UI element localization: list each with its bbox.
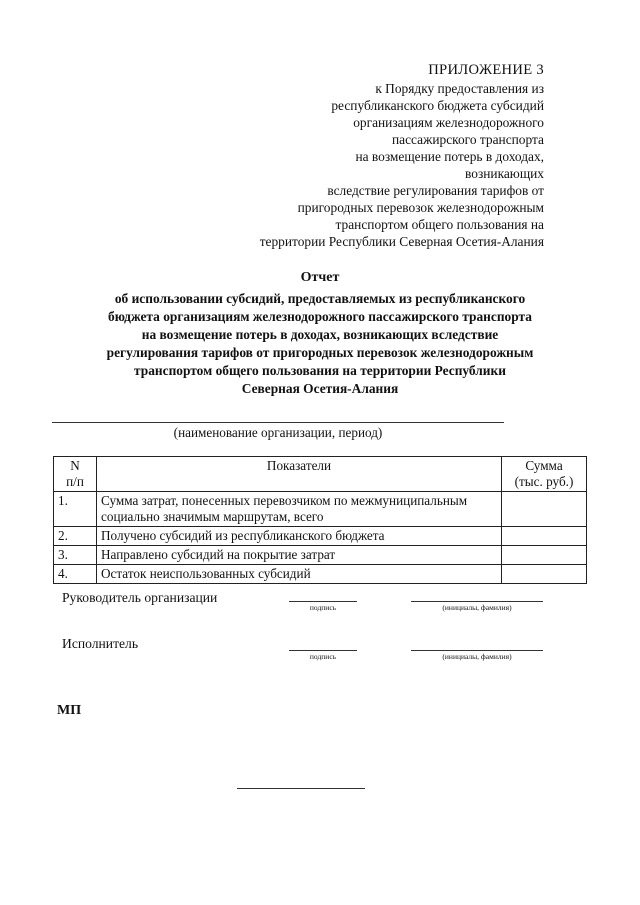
column-header-sum-line1: Сумма xyxy=(525,458,563,473)
stamp-place-label: МП xyxy=(57,703,82,718)
appendix-line: пассажирского транспорта xyxy=(392,132,544,147)
appendix-header xyxy=(260,62,544,250)
column-header-sum-line2: (тыс. руб.) xyxy=(514,474,574,489)
report-title-line: регулирования тарифов от пригородных перевозок железнодорожным xyxy=(106,345,534,360)
appendix-line: к Порядку предоставления из xyxy=(375,81,544,96)
row-sum-cell[interactable] xyxy=(502,492,587,527)
head-signature-label: Руководитель организации xyxy=(62,590,218,605)
column-header-number xyxy=(54,457,97,492)
appendix-line: пригородных перевозок железнодорожным xyxy=(297,200,544,215)
appendix-line: территории Республики Северная Осетия-Алания xyxy=(259,234,544,249)
report-heading: Отчет xyxy=(300,270,340,285)
row-indicator: Получено субсидий из республиканского бюджета xyxy=(97,527,502,546)
bottom-fill-line[interactable] xyxy=(237,788,365,789)
organization-caption: (наименование организации, период) xyxy=(173,425,383,440)
appendix-line: на возмещение потерь в доходах, xyxy=(355,149,544,164)
row-number: 2. xyxy=(54,527,97,546)
head-name-line[interactable] xyxy=(411,601,543,602)
head-signature-hint: подпись xyxy=(309,603,337,612)
report-title-line: транспортом общего пользования на территории Республики xyxy=(134,363,506,378)
executor-signature-hint: подпись xyxy=(309,652,337,661)
table-row xyxy=(54,546,587,565)
organization-fill-line[interactable] xyxy=(52,422,504,423)
row-sum-cell[interactable] xyxy=(502,565,587,584)
head-name-hint: (инициалы, фамилия) xyxy=(442,603,512,612)
appendix-title: ПРИЛОЖЕНИЕ 3 xyxy=(428,62,544,78)
row-number: 4. xyxy=(54,565,97,584)
appendix-line: возникающих xyxy=(465,166,544,181)
executor-name-line[interactable] xyxy=(411,650,543,651)
column-header-number-line2: п/п xyxy=(66,474,84,489)
column-header-sum xyxy=(502,457,587,492)
executor-signature-label: Исполнитель xyxy=(62,636,139,651)
column-header-number-line1: N xyxy=(70,458,80,473)
row-number: 3. xyxy=(54,546,97,565)
row-indicator: Остаток неиспользованных субсидий xyxy=(97,565,502,584)
row-sum-cell[interactable] xyxy=(502,546,587,565)
report-title-line: об использовании субсидий, предоставляемых из республиканского xyxy=(114,291,526,306)
table-header-row xyxy=(54,457,587,492)
appendix-line: организациям железнодорожного xyxy=(353,115,544,130)
report-title xyxy=(30,269,610,398)
column-header-indicators: Показатели xyxy=(97,457,502,492)
head-signature-line[interactable] xyxy=(289,601,357,602)
table-row xyxy=(54,565,587,584)
report-title-line: бюджета организациям железнодорожного пассажирского транспорта xyxy=(108,309,532,324)
row-sum-cell[interactable] xyxy=(502,527,587,546)
appendix-line: республиканского бюджета субсидий xyxy=(331,98,544,113)
table-row xyxy=(54,527,587,546)
row-indicator: Направлено субсидий на покрытие затрат xyxy=(97,546,502,565)
row-number: 1. xyxy=(54,492,97,527)
report-title-line: на возмещение потерь в доходах, возникающих вследствие xyxy=(141,327,499,342)
row-indicator: Сумма затрат, понесенных перевозчиком по межмуниципальным социально значимым маршрутам, всего xyxy=(97,492,502,527)
executor-signature-line[interactable] xyxy=(289,650,357,651)
table-row xyxy=(54,492,587,527)
appendix-line: транспортом общего пользования на xyxy=(335,217,544,232)
report-table xyxy=(53,456,587,584)
report-title-line: Северная Осетия-Алания xyxy=(241,381,399,396)
appendix-line: вследствие регулирования тарифов от xyxy=(327,183,544,198)
executor-name-hint: (инициалы, фамилия) xyxy=(442,652,512,661)
